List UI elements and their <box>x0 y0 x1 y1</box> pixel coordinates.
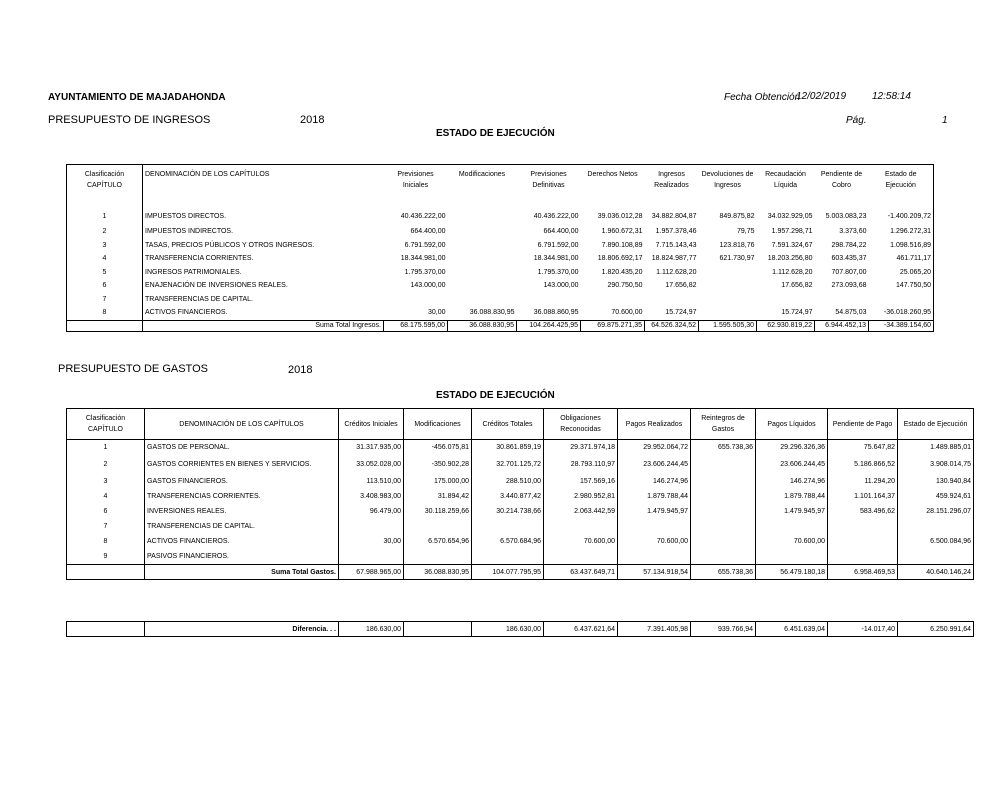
table-row <box>67 440 974 456</box>
capitulo-name: TRANSFERENCIA CORRIENTES. <box>143 252 384 266</box>
amount-cell: 849.875,82 <box>719 212 755 220</box>
total-cell: 655.738,36 <box>691 565 756 580</box>
amount-cell: -36.018.260,95 <box>883 309 931 317</box>
pag-label: Pág. <box>846 115 867 126</box>
diferencia-cell: 939.766,94 <box>691 622 756 637</box>
gastos-year: 2018 <box>288 364 313 376</box>
amount-cell: 70.600,00 <box>544 534 618 549</box>
amount-cell <box>448 252 517 266</box>
total-cell: 62.930.819,22 <box>757 320 815 331</box>
amount-cell: 146.274,96 <box>756 474 828 489</box>
diferencia-label: Diferencia. . . <box>145 622 339 637</box>
table-row <box>67 266 934 280</box>
amount-cell: 30.214.738,66 <box>472 504 544 519</box>
amount-cell <box>699 293 757 307</box>
amount-cell: -350.902,28 <box>404 455 472 474</box>
total-cell: 68.175.595,00 <box>384 320 448 331</box>
total-cell: 40.640.146,24 <box>898 565 974 580</box>
amount-cell: 70.600,00 <box>611 309 643 317</box>
gastos-subtitle: ESTADO DE EJECUCIÓN <box>436 390 555 401</box>
table-row <box>67 534 974 549</box>
amount-cell <box>699 266 757 280</box>
diferencia-table <box>66 621 974 637</box>
amount-cell <box>448 293 517 307</box>
amount-cell: 664.400,00 <box>543 228 579 236</box>
amount-cell <box>448 207 517 225</box>
amount-cell <box>828 549 898 565</box>
amount-cell: 28.793.110,97 <box>544 455 618 474</box>
amount-cell: 621.730,97 <box>719 255 755 263</box>
gastos-table <box>66 408 974 580</box>
amount-cell: 70.600,00 <box>756 534 828 549</box>
amount-cell <box>691 455 756 474</box>
capitulo-code: 1 <box>102 212 107 220</box>
table-row <box>67 455 974 474</box>
col-header: Pendiente de Pago <box>828 409 898 440</box>
ingresos-table <box>66 164 934 332</box>
amount-cell: 7.715.143,43 <box>655 241 697 249</box>
amount-cell: 96.479,00 <box>339 504 404 519</box>
table-row <box>67 489 974 504</box>
capitulo-code: 1 <box>103 444 108 451</box>
amount-cell <box>898 519 974 534</box>
col-header: Devoluciones de Ingresos <box>701 171 754 189</box>
amount-cell: 707.807,00 <box>831 268 867 276</box>
table-row <box>67 549 974 565</box>
amount-cell: 11.294,20 <box>828 474 898 489</box>
total-cell: 69.875.271,35 <box>581 320 645 331</box>
amount-cell: 30.118.259,66 <box>404 504 472 519</box>
col-header: Pendiente de Cobro <box>820 171 863 189</box>
total-cell: 63.437.649,71 <box>544 565 618 580</box>
capitulo-name: INVERSIONES REALES. <box>145 504 339 519</box>
ingresos-title: PRESUPUESTO DE INGRESOS <box>48 114 211 126</box>
col-header: Previsiones Definitivas <box>530 171 567 189</box>
table-row <box>67 474 974 489</box>
amount-cell <box>691 474 756 489</box>
capitulo-name: ENAJENACIÓN DE INVERSIONES REALES. <box>143 279 384 293</box>
amount-cell: 39.036.012,28 <box>597 212 643 220</box>
amount-cell: 5.003.083,23 <box>825 212 867 220</box>
ingresos-header-row <box>67 165 934 208</box>
gastos-total-row <box>67 565 974 580</box>
capitulo-code: 3 <box>103 478 108 485</box>
amount-cell <box>448 225 517 239</box>
total-label: Suma Total Gastos. <box>145 565 339 580</box>
amount-cell <box>869 293 934 307</box>
fecha-label: Fecha Obtención <box>724 92 801 103</box>
amount-cell: 655.738,36 <box>691 440 756 456</box>
total-cell: 6.958.469,53 <box>828 565 898 580</box>
col-header: Modificaciones <box>404 409 472 440</box>
capitulo-code: 5 <box>102 268 107 276</box>
capitulo-name: TRANSFERENCIAS CORRIENTES. <box>145 489 339 504</box>
amount-cell: 17.656,82 <box>665 282 697 290</box>
amount-cell: 175.000,00 <box>404 474 472 489</box>
amount-cell: 113.510,00 <box>339 474 404 489</box>
capitulo-code: 7 <box>102 295 107 303</box>
diferencia-cell: 6.451.639,04 <box>756 622 828 637</box>
gastos-header-row <box>67 409 974 440</box>
col-header: Ingresos Realizados <box>654 171 689 189</box>
col-header: Recaudación Líquida <box>765 171 806 189</box>
amount-cell: 23.606.244,45 <box>756 455 828 474</box>
amount-cell: 29.952.064,72 <box>618 440 691 456</box>
amount-cell: 3.440.877,42 <box>472 489 544 504</box>
table-row <box>67 225 934 239</box>
amount-cell: 3.373,60 <box>839 228 867 236</box>
amount-cell: 6.791.592,00 <box>537 241 579 249</box>
amount-cell <box>404 519 472 534</box>
col-header: Estado de Ejecución <box>884 171 917 189</box>
amount-cell: 143.000,00 <box>543 282 579 290</box>
amount-cell: 1.479.945,97 <box>756 504 828 519</box>
amount-cell: 273.093,68 <box>831 282 867 290</box>
capitulo-name: PASIVOS FINANCIEROS. <box>145 549 339 565</box>
total-cell: 67.988.965,00 <box>339 565 404 580</box>
amount-cell: 298.784,22 <box>831 241 867 249</box>
amount-cell <box>544 519 618 534</box>
amount-cell <box>815 293 869 307</box>
table-row <box>67 293 934 307</box>
amount-cell <box>448 239 517 253</box>
pag-value: 1 <box>942 115 948 126</box>
amount-cell: 1.112.628,20 <box>772 268 813 276</box>
amount-cell <box>472 549 544 565</box>
total-cell: 104.077.795,95 <box>472 565 544 580</box>
capitulo-code: 9 <box>103 553 108 560</box>
amount-cell: 15.724,97 <box>781 309 813 317</box>
col-header: Reintegros de Gastos <box>691 409 756 440</box>
diferencia-cell: -14.017,40 <box>828 622 898 637</box>
capitulo-name: INGRESOS PATRIMONIALES. <box>143 266 384 280</box>
capitulo-name: TASAS, PRECIOS PÚBLICOS Y OTROS INGRESOS. <box>143 239 384 253</box>
amount-cell: 603.435,37 <box>831 255 867 263</box>
amount-cell: 6.500.084,96 <box>898 534 974 549</box>
capitulo-code: 7 <box>103 523 108 530</box>
amount-cell: 29.371.974,18 <box>544 440 618 456</box>
col-header: Previsiones Iniciales <box>397 171 434 189</box>
amount-cell: 40.436.222,00 <box>533 212 579 220</box>
amount-cell: 1.957.298,71 <box>771 228 813 236</box>
amount-cell: 30,00 <box>427 309 446 317</box>
amount-cell: 7.591.324,67 <box>771 241 813 249</box>
amount-cell: 32.701.125,72 <box>472 455 544 474</box>
amount-cell: 2.063.442,59 <box>544 504 618 519</box>
total-cell: 36.088.830,95 <box>404 565 472 580</box>
amount-cell: 25.065,20 <box>899 268 931 276</box>
amount-cell <box>691 504 756 519</box>
amount-cell: 40.436.222,00 <box>400 212 446 220</box>
amount-cell <box>448 279 517 293</box>
capitulo-code: 4 <box>103 493 108 500</box>
amount-cell <box>618 549 691 565</box>
col-header: Créditos Totales <box>472 409 544 440</box>
total-cell: 36.088.830,95 <box>448 320 517 331</box>
amount-cell: 29.296.326,36 <box>756 440 828 456</box>
diferencia-row <box>67 622 974 637</box>
diferencia-cell: 6.250.991,64 <box>898 622 974 637</box>
amount-cell <box>472 519 544 534</box>
amount-cell: 75.647,82 <box>828 440 898 456</box>
amount-cell: 79,75 <box>736 228 755 236</box>
amount-cell: 6.570.684,96 <box>472 534 544 549</box>
amount-cell: 36.088.830,95 <box>469 309 515 317</box>
capitulo-code: 2 <box>102 228 107 236</box>
total-cell: 1.595.505,30 <box>699 320 757 331</box>
table-row <box>67 504 974 519</box>
ingresos-year: 2018 <box>300 114 325 126</box>
amount-cell: 30.861.859,19 <box>472 440 544 456</box>
amount-cell <box>828 519 898 534</box>
amount-cell <box>699 279 757 293</box>
amount-cell: 15.724,97 <box>665 309 697 317</box>
amount-cell: -456.075,81 <box>404 440 472 456</box>
col-header: Estado de Ejecución <box>898 409 974 440</box>
amount-cell: 3.908.014,75 <box>898 455 974 474</box>
col-header: Pagos Realizados <box>618 409 691 440</box>
amount-cell <box>645 293 699 307</box>
diferencia-cell <box>404 622 472 637</box>
table-row <box>67 239 934 253</box>
amount-cell: 143.000,00 <box>410 282 446 290</box>
table-row <box>67 207 934 225</box>
capitulo-name: IMPUESTOS INDIRECTOS. <box>143 225 384 239</box>
amount-cell: 1.101.164,37 <box>828 489 898 504</box>
amount-cell <box>898 549 974 565</box>
amount-cell: 18.203.256,80 <box>767 255 813 263</box>
total-cell: 104.264.425,95 <box>517 320 581 331</box>
amount-cell: 1.820.435,20 <box>601 268 643 276</box>
amount-cell: 459.924,61 <box>898 489 974 504</box>
amount-cell <box>691 549 756 565</box>
amount-cell: 1.960.672,31 <box>601 228 643 236</box>
amount-cell: 6.791.592,00 <box>404 241 446 249</box>
amount-cell: 130.940,84 <box>898 474 974 489</box>
amount-cell <box>756 549 828 565</box>
table-row <box>67 519 974 534</box>
table-row <box>67 279 934 293</box>
table-row <box>67 252 934 266</box>
col-header: Obligaciones Reconocidas <box>544 409 618 440</box>
capitulo-code: 6 <box>103 508 108 515</box>
amount-cell: 1.957.378,46 <box>655 228 697 236</box>
amount-cell: 583.496,62 <box>828 504 898 519</box>
ingresos-total-row <box>67 320 934 331</box>
amount-cell: 7.890.108,89 <box>601 241 643 249</box>
amount-cell: 1.479.945,97 <box>618 504 691 519</box>
amount-cell: 18.824.987,77 <box>651 255 697 263</box>
capitulo-name: TRANSFERENCIAS DE CAPITAL. <box>143 293 384 307</box>
amount-cell <box>544 549 618 565</box>
amount-cell: 18.806.692,17 <box>597 255 643 263</box>
amount-cell <box>757 293 815 307</box>
capitulo-name: GASTOS CORRIENTES EN BIENES Y SERVICIOS. <box>145 455 339 474</box>
amount-cell <box>404 549 472 565</box>
ingresos-subtitle: ESTADO DE EJECUCIÓN <box>436 128 555 139</box>
capitulo-code: 8 <box>102 309 107 317</box>
amount-cell <box>384 293 448 307</box>
col-header: Modificaciones <box>458 171 506 178</box>
amount-cell: 1.879.788,44 <box>618 489 691 504</box>
amount-cell: -1.400.209,72 <box>887 212 931 220</box>
amount-cell <box>339 519 404 534</box>
amount-cell: 157.569,16 <box>544 474 618 489</box>
diferencia-cell: 7.391.405,98 <box>618 622 691 637</box>
amount-cell: 1.795.370,00 <box>404 268 446 276</box>
amount-cell: 1.112.628,20 <box>656 268 697 276</box>
amount-cell: 18.344.981,00 <box>533 255 579 263</box>
capitulo-name: TRANSFERENCIAS DE CAPITAL. <box>145 519 339 534</box>
amount-cell <box>581 293 645 307</box>
amount-cell <box>517 293 581 307</box>
amount-cell: 1.296.272,31 <box>890 228 931 236</box>
col-header: Derechos Netos <box>587 171 638 178</box>
amount-cell: 23.606.244,45 <box>618 455 691 474</box>
amount-cell: 123.818,76 <box>719 241 755 249</box>
amount-cell <box>699 306 757 320</box>
amount-cell: 664.400,00 <box>410 228 446 236</box>
capitulo-code: 6 <box>102 282 107 290</box>
amount-cell <box>691 519 756 534</box>
amount-cell <box>448 266 517 280</box>
amount-cell: 147.750,50 <box>895 282 931 290</box>
total-cell: 56.479.180,18 <box>756 565 828 580</box>
diferencia-cell: 186.630,00 <box>339 622 404 637</box>
amount-cell: 31.317.935,00 <box>339 440 404 456</box>
diferencia-cell: 6.437.621,64 <box>544 622 618 637</box>
amount-cell: 3.408.983,00 <box>339 489 404 504</box>
amount-cell: 1.795.370,00 <box>537 268 579 276</box>
col-header: DENOMINACIÓN DE LOS CAPÍTULOS <box>143 165 384 208</box>
amount-cell: 1.098.516,89 <box>890 241 931 249</box>
capitulo-name: ACTIVOS FINANCIEROS. <box>145 534 339 549</box>
organization-name: AYUNTAMIENTO DE MAJADAHONDA <box>48 92 226 103</box>
amount-cell: 34.032.929,05 <box>767 212 813 220</box>
capitulo-code: 3 <box>102 241 107 249</box>
total-cell: 57.134.918,54 <box>618 565 691 580</box>
capitulo-name: ACTIVOS FINANCIEROS. <box>143 306 384 320</box>
capitulo-name: GASTOS DE PERSONAL. <box>145 440 339 456</box>
total-label: Suma Total Ingresos. <box>143 320 384 331</box>
fecha-value: 12/02/2019 <box>796 91 847 102</box>
col-header: Pagos Líquidos <box>756 409 828 440</box>
total-cell: -34.389.154,60 <box>869 320 934 331</box>
amount-cell <box>828 534 898 549</box>
amount-cell: 5.186.866,52 <box>828 455 898 474</box>
capitulo-name: GASTOS FINANCIEROS. <box>145 474 339 489</box>
amount-cell: 18.344.981,00 <box>400 255 446 263</box>
diferencia-cell: 186.630,00 <box>472 622 544 637</box>
amount-cell <box>691 534 756 549</box>
total-cell: 6.944.452,13 <box>815 320 869 331</box>
col-header: Clasificación CAPÍTULO <box>85 415 126 433</box>
amount-cell <box>618 519 691 534</box>
hora-value: 12:58:14 <box>872 91 911 102</box>
capitulo-code: 2 <box>103 461 108 468</box>
amount-cell: 33.052.028,00 <box>339 455 404 474</box>
amount-cell: 30,00 <box>339 534 404 549</box>
capitulo-code: 4 <box>102 255 107 263</box>
amount-cell: 28.151.296,07 <box>898 504 974 519</box>
amount-cell: 6.570.654,96 <box>404 534 472 549</box>
col-header: DENOMINACIÓN DE LOS CAPÍTULOS <box>145 409 339 440</box>
amount-cell: 1.489.885,01 <box>898 440 974 456</box>
amount-cell: 146.274,96 <box>618 474 691 489</box>
table-row <box>67 306 934 320</box>
amount-cell: 2.980.952,81 <box>544 489 618 504</box>
total-cell: 64.526.324,52 <box>645 320 699 331</box>
col-header: Créditos Iniciales <box>339 409 404 440</box>
amount-cell: 54.875,03 <box>835 309 867 317</box>
capitulo-code: 8 <box>103 538 108 545</box>
amount-cell: 36.088.860,95 <box>533 309 579 317</box>
amount-cell: 70.600,00 <box>618 534 691 549</box>
col-header: Clasificación CAPÍTULO <box>84 171 125 189</box>
gastos-title: PRESUPUESTO DE GASTOS <box>58 363 208 375</box>
amount-cell: 17.656,82 <box>781 282 813 290</box>
amount-cell <box>339 549 404 565</box>
amount-cell: 1.879.788,44 <box>756 489 828 504</box>
amount-cell: 461.711,17 <box>896 255 931 263</box>
amount-cell: 31.894,42 <box>404 489 472 504</box>
amount-cell <box>756 519 828 534</box>
amount-cell: 288.510,00 <box>472 474 544 489</box>
amount-cell: 290.750,50 <box>607 282 643 290</box>
amount-cell <box>691 489 756 504</box>
amount-cell: 34.882.804,87 <box>651 212 697 220</box>
capitulo-name: IMPUESTOS DIRECTOS. <box>143 207 384 225</box>
